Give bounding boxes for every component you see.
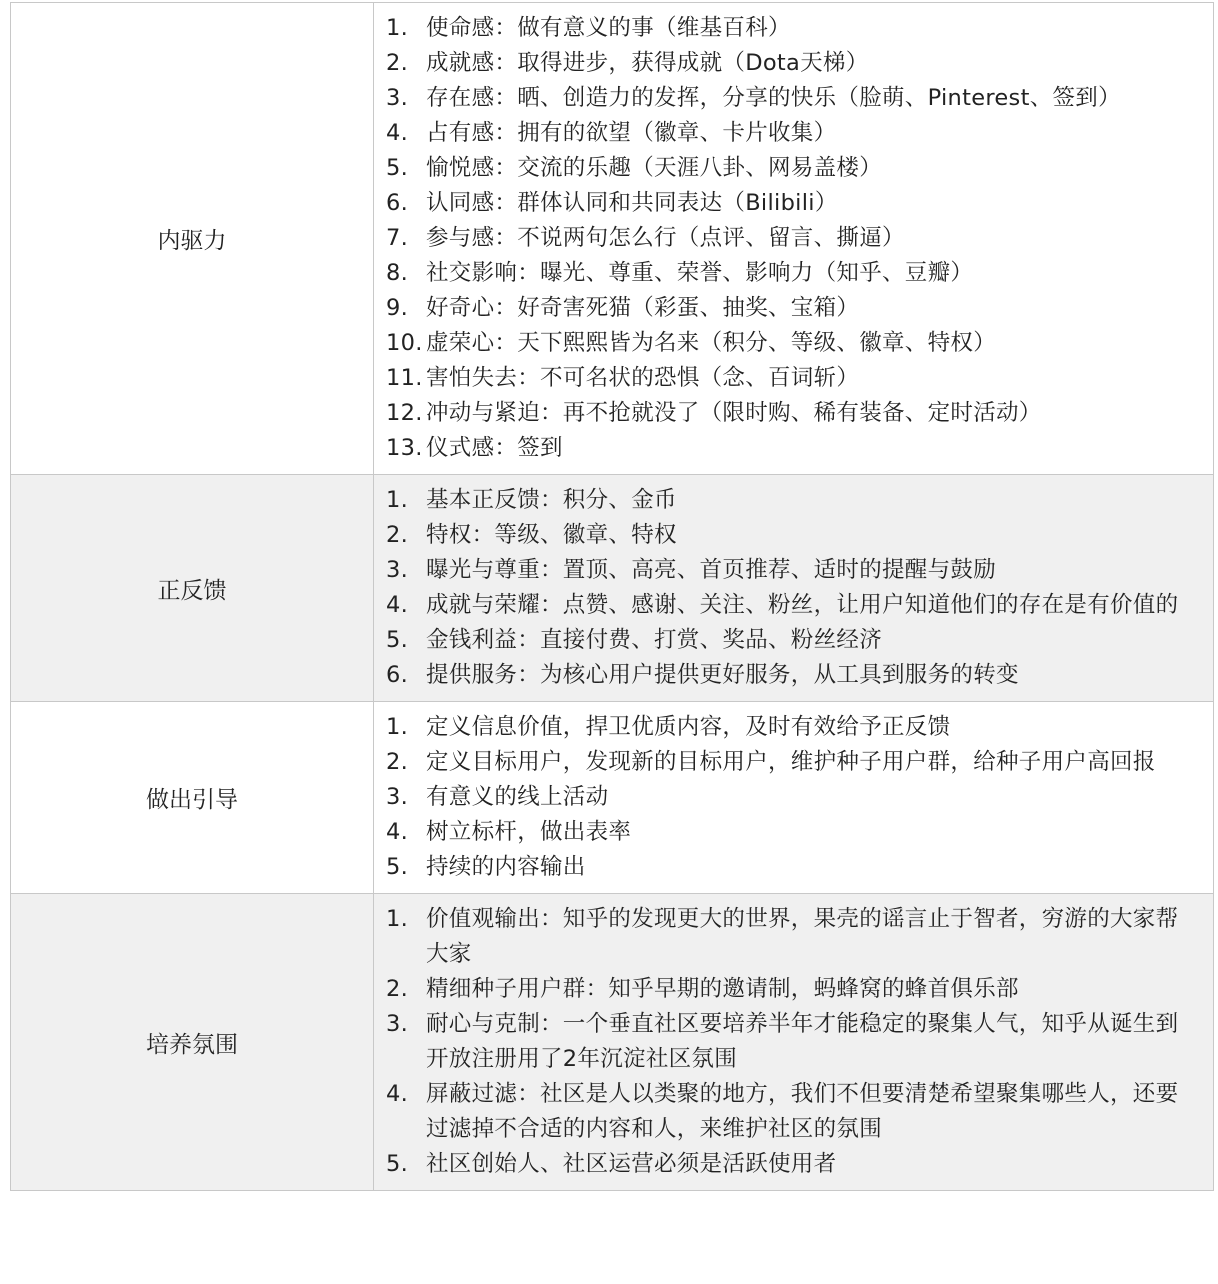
list-item-text: 成就感：取得进步，获得成就（Dota天梯）: [426, 50, 869, 76]
list-item-text: 社交影响：曝光、尊重、荣誉、影响力（知乎、豆瓣）: [426, 260, 974, 286]
list-item: [386, 483, 1201, 518]
list-item-text: 定义目标用户，发现新的目标用户，维护种子用户群，给种子用户高回报: [426, 749, 1156, 775]
list-item: [386, 902, 1201, 972]
list-item-text: 虚荣心：天下熙熙皆为名来（积分、等级、徽章、特权）: [426, 330, 997, 356]
list-item: [386, 1147, 1201, 1182]
list-item-number: 4.: [386, 592, 409, 618]
list-item-text: 屏蔽过滤：社区是人以类聚的地方，我们不但要清楚希望聚集哪些人，还要过滤掉不合适的内容和人，来维护社区的氛围: [426, 1081, 1179, 1142]
list-item: [386, 588, 1201, 623]
list-item-text: 害怕失去：不可名状的恐惧（念、百词斩）: [426, 365, 860, 391]
list-item: [386, 710, 1201, 745]
list-item-text: 存在感：晒、创造力的发挥，分享的快乐（脸萌、Pinterest、签到）: [426, 85, 1121, 111]
list-item-number: 4.: [386, 120, 409, 146]
category-cell: 内驱力: [11, 3, 374, 475]
items-cell: [374, 475, 1214, 702]
list-item-text: 仪式感：签到: [426, 435, 563, 461]
list-item-number: 3.: [386, 85, 409, 111]
list-item-text: 提供服务：为核心用户提供更好服务，从工具到服务的转变: [426, 662, 1019, 688]
list-item-text: 好奇心：好奇害死猫（彩蛋、抽奖、宝箱）: [426, 295, 860, 321]
list-item-number: 13.: [386, 435, 423, 461]
list-item: [386, 431, 1201, 466]
list-item-text: 占有感：拥有的欲望（徽章、卡片收集）: [426, 120, 837, 146]
list-item-number: 2.: [386, 50, 409, 76]
list-item-text: 曝光与尊重：置顶、高亮、首页推荐、适时的提醒与鼓励: [426, 557, 997, 583]
list-item-number: 3.: [386, 1011, 409, 1037]
list-item-text: 树立标杆，做出表率: [426, 819, 632, 845]
list-item-number: 12.: [386, 400, 423, 426]
list-item-text: 参与感：不说两句怎么行（点评、留言、撕逼）: [426, 225, 905, 251]
list-item: [386, 850, 1201, 885]
table-row: [11, 3, 1214, 475]
list-item-text: 使命感：做有意义的事（维基百科）: [426, 15, 791, 41]
list-item-number: 6.: [386, 662, 409, 688]
list-item: [386, 256, 1201, 291]
list-item: [386, 1077, 1201, 1147]
list-item: [386, 361, 1201, 396]
content-table: [10, 2, 1214, 1191]
list-item-text: 价值观输出：知乎的发现更大的世界，果壳的谣言止于智者，穷游的大家帮大家: [426, 906, 1179, 967]
list-item: [386, 518, 1201, 553]
list-item: [386, 1007, 1201, 1077]
list-item-text: 金钱利益：直接付费、打赏、奖品、粉丝经济: [426, 627, 883, 653]
list-item-number: 9.: [386, 295, 409, 321]
list-item: [386, 81, 1201, 116]
list-item-number: 1.: [386, 487, 409, 513]
list-item-text: 耐心与克制：一个垂直社区要培养半年才能稳定的聚集人气，知乎从诞生到开放注册用了2年沉淀社区氛围: [426, 1011, 1179, 1072]
list-item-number: 2.: [386, 522, 409, 548]
category-cell: 培养氛围: [11, 894, 374, 1191]
list-item-number: 3.: [386, 557, 409, 583]
items-cell: [374, 3, 1214, 475]
list-item-number: 10.: [386, 330, 423, 356]
list-item-number: 1.: [386, 15, 409, 41]
list-item-text: 定义信息价值，捍卫优质内容，及时有效给予正反馈: [426, 714, 951, 740]
list-item: [386, 623, 1201, 658]
list-item-number: 7.: [386, 225, 409, 251]
table-body: [11, 3, 1214, 1191]
category-cell: 正反馈: [11, 475, 374, 702]
list-item: [386, 291, 1201, 326]
list-item-number: 5.: [386, 155, 409, 181]
list-item: [386, 46, 1201, 81]
list-item: [386, 151, 1201, 186]
list-item-text: 认同感：群体认同和共同表达（Bilibili）: [426, 190, 838, 216]
list-item: [386, 745, 1201, 780]
list-item-number: 1.: [386, 714, 409, 740]
list-item: [386, 815, 1201, 850]
list-item-number: 2.: [386, 749, 409, 775]
items-cell: [374, 702, 1214, 894]
list-item: [386, 780, 1201, 815]
list-item-text: 持续的内容输出: [426, 854, 586, 880]
list-item-text: 基本正反馈：积分、金币: [426, 487, 677, 513]
list-item-number: 6.: [386, 190, 409, 216]
list-item-number: 11.: [386, 365, 423, 391]
list-item-number: 1.: [386, 906, 409, 932]
list-item: [386, 221, 1201, 256]
list-item-text: 社区创始人、社区运营必须是活跃使用者: [426, 1151, 837, 1177]
list-item-number: 5.: [386, 627, 409, 653]
list-item-number: 5.: [386, 1151, 409, 1177]
list-item: [386, 396, 1201, 431]
list-item-text: 冲动与紧迫：再不抢就没了（限时购、稀有装备、定时活动）: [426, 400, 1042, 426]
list-item-text: 愉悦感：交流的乐趣（天涯八卦、网易盖楼）: [426, 155, 883, 181]
list-item-text: 成就与荣耀：点赞、感谢、关注、粉丝，让用户知道他们的存在是有价值的: [426, 592, 1179, 618]
table-row: [11, 702, 1214, 894]
list-item: [386, 116, 1201, 151]
list-item-text: 有意义的线上活动: [426, 784, 609, 810]
list-item: [386, 186, 1201, 221]
category-cell: 做出引导: [11, 702, 374, 894]
list-item-text: 特权：等级、徽章、特权: [426, 522, 677, 548]
list-item: [386, 11, 1201, 46]
list-item-number: 2.: [386, 976, 409, 1002]
list-item: [386, 326, 1201, 361]
list-item: [386, 972, 1201, 1007]
items-cell: [374, 894, 1214, 1191]
table-row: [11, 894, 1214, 1191]
list-item-number: 4.: [386, 819, 409, 845]
list-item-number: 8.: [386, 260, 409, 286]
list-item: [386, 553, 1201, 588]
list-item: [386, 658, 1201, 693]
list-item-number: 4.: [386, 1081, 409, 1107]
list-item-number: 5.: [386, 854, 409, 880]
table-row: [11, 475, 1214, 702]
list-item-number: 3.: [386, 784, 409, 810]
list-item-text: 精细种子用户群：知乎早期的邀请制，蚂蜂窝的蜂首俱乐部: [426, 976, 1019, 1002]
